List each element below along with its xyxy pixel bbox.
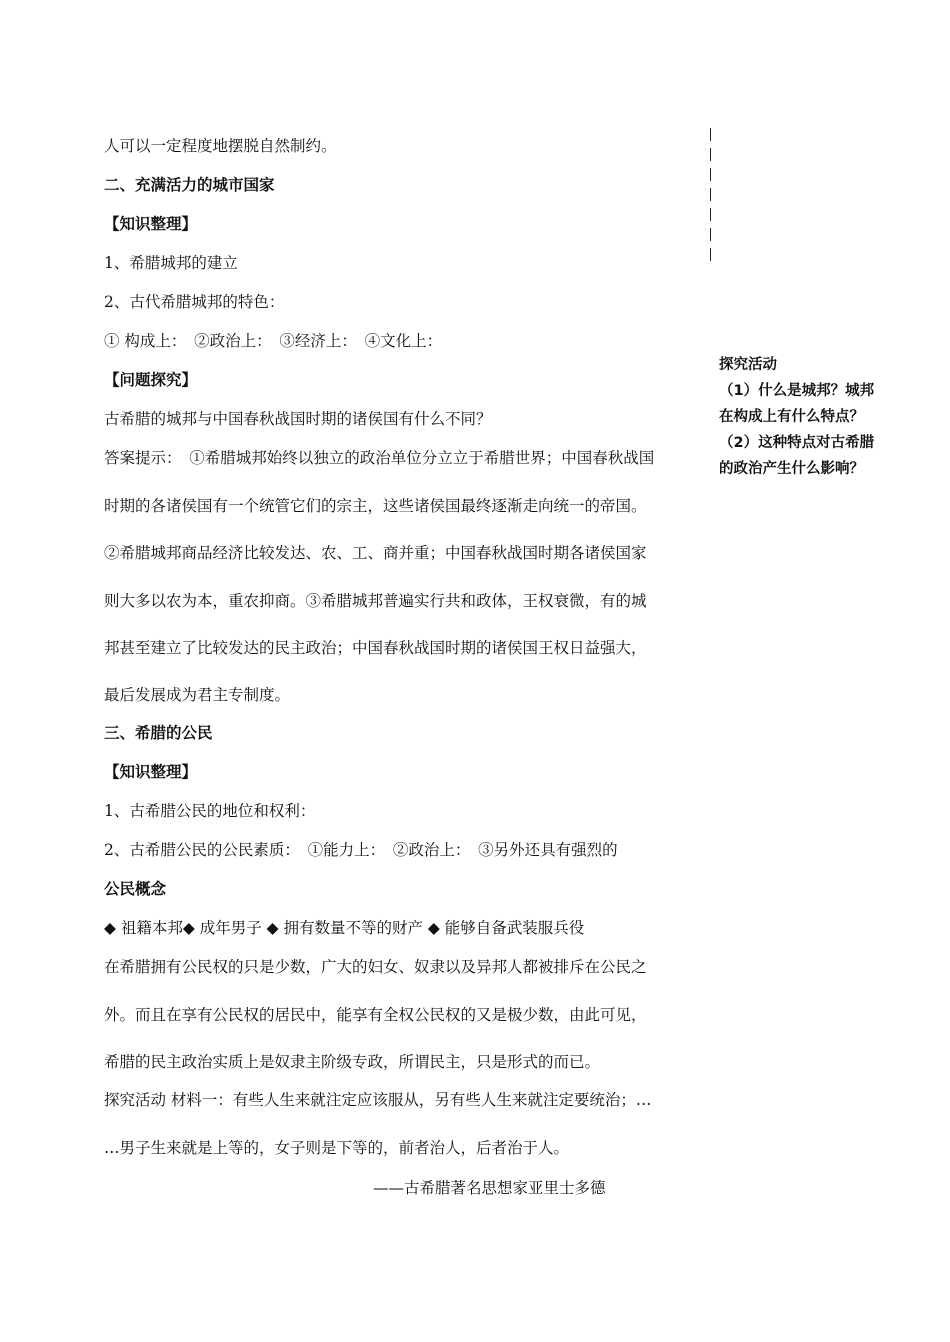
section-heading: 二、充满活力的城市国家 (104, 176, 275, 194)
text-line: ◆ 祖籍本邦◆ 成年男子 ◆ 拥有数量不等的财产 ◆ 能够自备武装服兵役 (104, 919, 585, 937)
text-line: 时期的各诸侯国有一个统管它们的宗主，这些诸侯国最终逐渐走向统一的帝国。 (104, 497, 647, 515)
rule-segment (710, 228, 711, 241)
text-line: 古希腊的城邦与中国春秋战国时期的诸侯国有什么不同？ (104, 410, 492, 428)
rule-segment (710, 168, 711, 181)
text-line: 外。而且在享有公民权的居民中，能享有全权公民权的又是极少数，由此可见， (104, 1006, 647, 1024)
text-line: 邦甚至建立了比较发达的民主政治；中国春秋战国时期的诸侯国王权日益强大， (104, 639, 647, 657)
section-heading: 三、希腊的公民 (104, 724, 213, 742)
side-note (719, 352, 909, 482)
side-note-line: （2）这种特点对古希腊 (719, 435, 875, 451)
rule-segment (710, 148, 711, 161)
text-line: 人可以一定程度地摆脱自然制约。 (104, 137, 337, 155)
text-line: 1、古希腊公民的地位和权利： (104, 802, 316, 820)
text-line: 希腊的民主政治实质上是奴隶主阶级专政，所谓民主，只是形式的而已。 (104, 1053, 601, 1071)
text-line: 1、希腊城邦的建立 (104, 254, 238, 272)
side-note-line: （1）什么是城邦？城邦 (719, 383, 875, 399)
rule-segment (710, 208, 711, 221)
text-line: 最后发展成为君主专制度。 (104, 686, 291, 704)
subheading: 公民概念 (104, 880, 167, 898)
rule-segment (710, 128, 711, 141)
text-line: 答案提示： ①希腊城邦始终以独立的政治单位分立立于希腊世界；中国春秋战国 (104, 449, 655, 467)
quote-attribution: ——古希腊著名思想家亚里士多德 (373, 1179, 606, 1197)
text-line: 在希腊拥有公民权的只是少数，广大的妇女、奴隶以及异邦人都被排斥在公民之 (104, 958, 647, 976)
text-line: 2、古希腊公民的公民素质： ①能力上： ②政治上： ③另外还具有强烈的 (104, 841, 618, 859)
text-line: 探究活动 材料一：有些人生来就注定应该服从，另有些人生来就注定要统治；… (104, 1091, 652, 1109)
text-line: …男子生来就是上等的，女子则是下等的，前者治人，后者治于人。 (104, 1139, 570, 1157)
side-note-title: 探究活动 (719, 357, 777, 373)
text-line: 则大多以农为本，重农抑商。③希腊城邦普遍实行共和政体，王权衰微，有的城 (104, 592, 647, 610)
rule-segment (710, 188, 711, 201)
side-note-line: 在构成上有什么特点？ (719, 409, 864, 425)
subheading: 【问题探究】 (104, 371, 198, 389)
side-note-line: 的政治产生什么影响？ (719, 461, 864, 477)
text-line: ②希腊城邦商品经济比较发达、农、工、商并重；中国春秋战国时期各诸侯国家 (104, 544, 647, 562)
rule-segment (710, 248, 711, 261)
subheading: 【知识整理】 (104, 763, 198, 781)
text-line: ① 构成上： ②政治上： ③经济上： ④文化上： (104, 332, 443, 350)
subheading: 【知识整理】 (104, 215, 198, 233)
text-line: 2、古代希腊城邦的特色： (104, 293, 285, 311)
